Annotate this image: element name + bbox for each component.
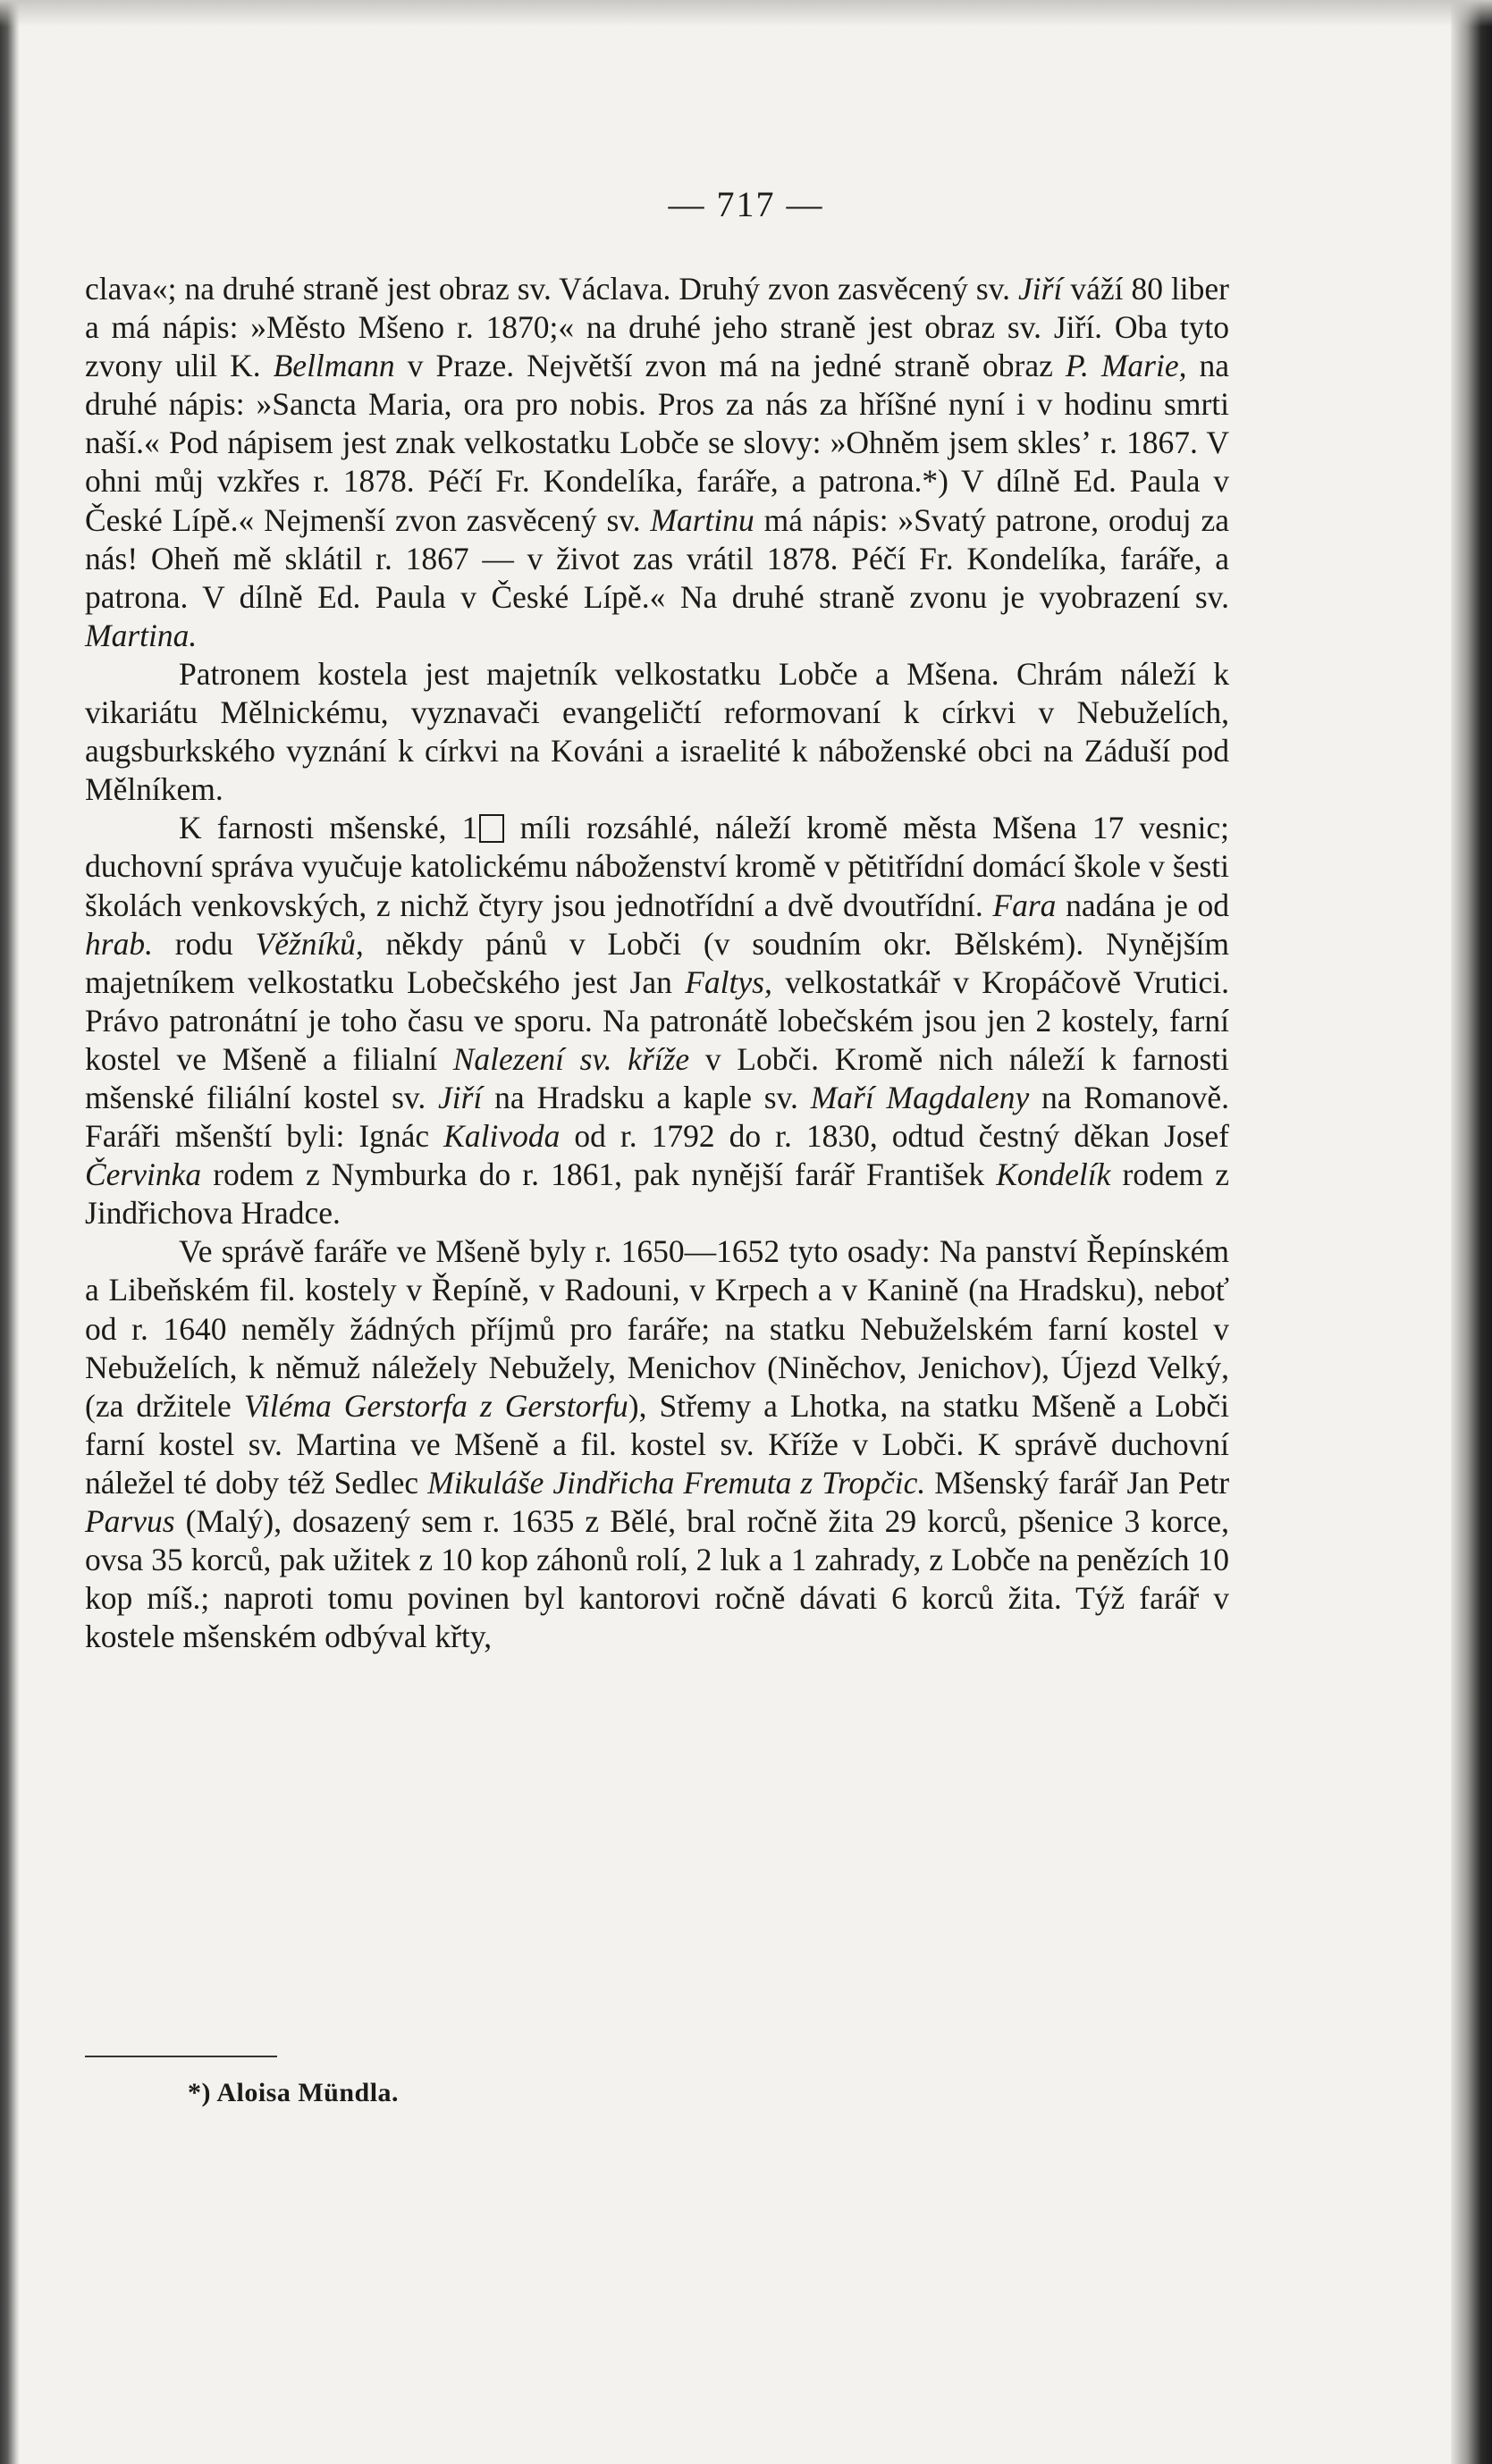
- text-run: nadána je od: [1056, 887, 1229, 923]
- italic-run: P. Marie,: [1065, 348, 1187, 384]
- page-top-shade: [0, 0, 1492, 27]
- text-run: na Romanově. Faráři mšenští byli: Ignác: [85, 1079, 1229, 1155]
- page-left-edge: [0, 0, 20, 2464]
- text-run: míli rozsáhlé, náleží kromě města Mšena 17 vesnic; duchovní správa vyučuje katolickému náboženství kromě v pětitřídní domácí škole v šesti školách venkovských, z nichž čtyry jsou jednotřídní a dvě dvoutřídní.: [85, 810, 1229, 923]
- paragraph: [85, 270, 1229, 655]
- page-right-edge: [1451, 0, 1492, 2464]
- italic-run: Fara: [992, 887, 1057, 923]
- italic-run: Nalezení sv. kříže: [452, 1040, 690, 1077]
- paragraph: [85, 1232, 1229, 1656]
- body-text: [85, 270, 1229, 1656]
- italic-run: Věžníků,: [255, 925, 364, 962]
- text-run: Mšenský farář Jan Petr: [925, 1464, 1230, 1501]
- footnote-divider: [85, 2056, 277, 2057]
- text-run: na Hradsku a kaple sv.: [482, 1079, 811, 1115]
- square-mile-symbol: [479, 814, 504, 843]
- text-run: rodu: [152, 925, 256, 962]
- italic-run: Parvus: [85, 1503, 175, 1539]
- footnote: *) Aloisa Mündla.: [188, 2078, 400, 2107]
- text-run: váží 80 liber a má nápis: »Město Mšeno r. 1870;« na druhé jeho straně jest obraz sv. Jiří. Oba tyto zvony ulil K.: [85, 271, 1229, 384]
- italic-run: Faltys,: [685, 963, 772, 1000]
- text-run: (Malý), dosazený sem r. 1635 z Bělé, bral ročně žita 29 korců, pšenice 3 korce, ovsa 35 korců, pak užitek z 10 kop záhonů rolí, 2 luk a 1 zahrady, z Lobče na penězích 10 kop míš.; naproti tomu povinen byl kantorovi ročně dávati 6 korců žita. Týž farář v kostele mšenském odbýval křty,: [85, 1503, 1229, 1655]
- italic-run: Červinka: [85, 1156, 202, 1193]
- page-number: — 717 —: [668, 184, 824, 224]
- italic-run: Mikuláše Jindřicha Fremuta z Tropčic.: [427, 1464, 926, 1501]
- text-run: od r. 1792 do r. 1830, odtud čestný děkan Josef: [560, 1118, 1229, 1155]
- text-run: na druhé nápis: »Sancta Maria, ora pro nobis. Pros za nás za hříšné nyní i v hodinu smrti naší.« Pod nápisem jest znak velkostatku Lobče se slovy: »Ohněm jsem sklesʼ r. 1867. V ohni můj vzkřes r. 1878. Péčí Fr. Kondelíka, faráře, a patrona.*) V dílně Ed. Paula v České Lípě.« Nejmenší zvon zasvěcený sv.: [85, 348, 1229, 538]
- text-run: rodem z Nymburka do r. 1861, pak nynější farář František: [201, 1156, 997, 1193]
- paragraph: [85, 655, 1229, 809]
- text-run: K farnosti mšenské, 1: [179, 810, 478, 846]
- paragraph: [85, 809, 1229, 1232]
- italic-run: Martina.: [85, 617, 198, 653]
- text-run: v Lobči. Kromě nich náleží k farnosti mšenské filiální kostel sv.: [85, 1040, 1229, 1115]
- italic-run: Bellmann: [273, 348, 395, 384]
- text-run: Patronem kostela jest majetník velkostatku Lobče a Mšena. Chrám náleží k vikariátu Mělnickému, vyznavači evangeličtí reformovaní k církvi v Nebuželích, augsburkského vyznání k církvi na Kováni a israelité k náboženské obci na Záduší pod Mělníkem.: [85, 655, 1229, 808]
- text-run: clava«; na druhé straně jest obraz sv. Václava. Druhý zvon zasvěcený sv.: [85, 271, 1019, 307]
- text-run: Ve správě faráře ve Mšeně byly r. 1650—1652 tyto osady: Na panství Řepínském a Libeňském fil. kostely v Řepíně, v Radouni, v Krpech a v Kanině (na Hradsku), neboť od r. 1640 neměly žádných příjmů pro faráře; na statku Nebuželském farní kostel v Nebuželích, k němuž náležely Nebužely, Menichov (Niněchov, Jenichov), Újezd Velký, (za držitele: [85, 1233, 1229, 1424]
- text-run: rodem z Jindřichova Hradce.: [85, 1156, 1229, 1232]
- italic-run: hrab.: [85, 925, 153, 962]
- italic-run: Kalivoda: [443, 1118, 561, 1155]
- italic-run: Martinu: [650, 501, 754, 538]
- text-run: ), Střemy a Lhotka, na statku Mšeně a Lobči farní kostel sv. Martina ve Mšeně a fil. kostel sv. Kříže v Lobči. K správě duchovní náležel té doby též Sedlec: [85, 1387, 1229, 1501]
- italic-run: Jiří: [438, 1079, 483, 1115]
- text-run: má nápis: »Svatý patrone, oroduj za nás! Oheň mě sklátil r. 1867 — v život zas vrátil 1878. Péčí Fr. Kondelíka, faráře, a patrona. V dílně Ed. Paula v České Lípě.« Na druhé straně zvonu je vyobrazení sv.: [85, 501, 1229, 615]
- italic-run: Kondelík: [996, 1156, 1111, 1193]
- text-run: velkostatkář v Kropáčově Vrutici. Právo patronátní je toho času ve sporu. Na patronátě lobečském jsou jen 2 kostely, farní kostel ve Mšeně a filialní: [85, 963, 1229, 1077]
- italic-run: Maří Magdaleny: [810, 1079, 1030, 1115]
- text-run: v Praze. Největší zvon má na jedné straně obraz: [394, 348, 1066, 384]
- italic-run: Viléma Gerstorfa z Gerstorfu: [243, 1387, 628, 1424]
- text-run: někdy pánů v Lobči (v soudním okr. Bělském). Nynějším majetníkem velkostatku Lobečského jest Jan: [85, 925, 1229, 1000]
- italic-run: Jiří: [1018, 271, 1063, 307]
